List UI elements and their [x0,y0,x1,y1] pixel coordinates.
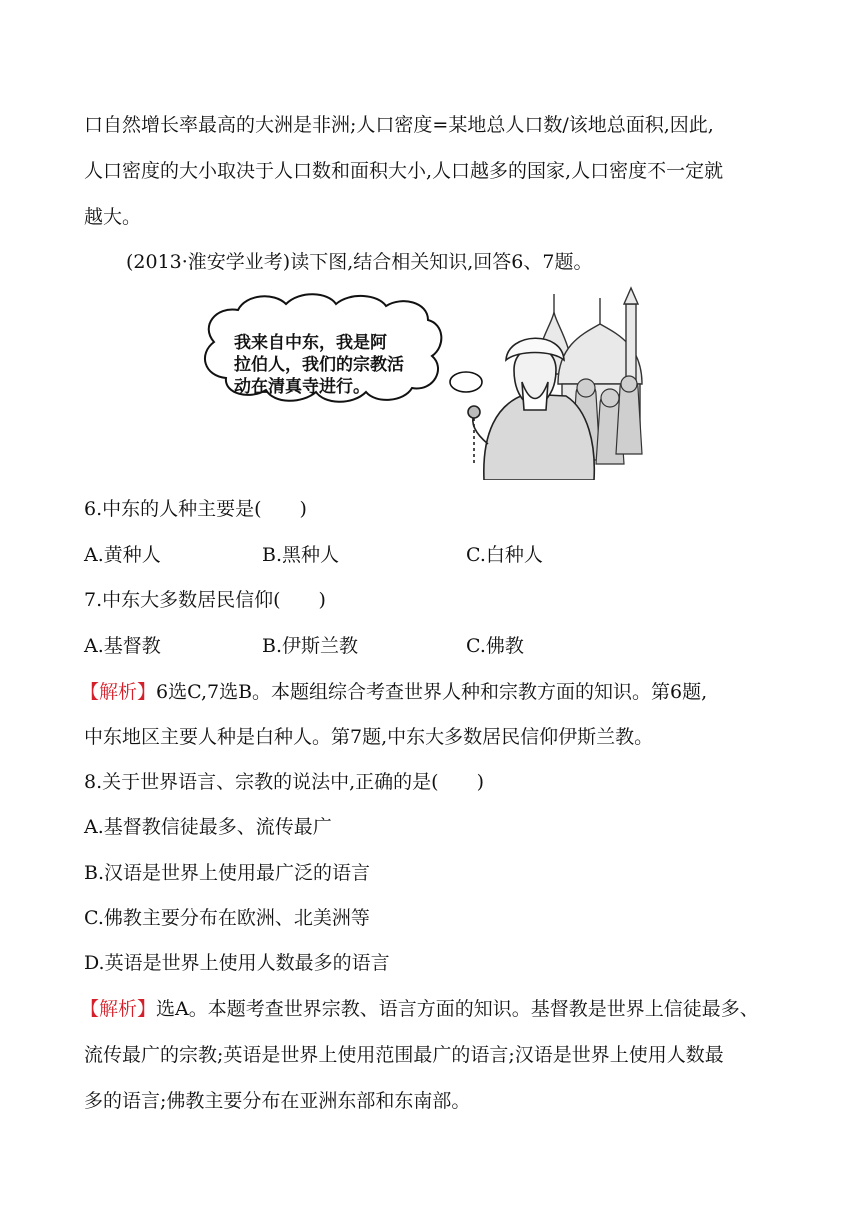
speech-line-1: 我来自中东，我是阿 [234,333,387,353]
analysis-1-line-1 [80,680,707,704]
analysis-2-line-3: 多的语言;佛教主要分布在亚洲东部和东南部。 [84,1090,471,1112]
q6-option-c: C.白种人 [466,544,543,566]
speech-line-3: 动在清真寺进行。 [234,377,370,397]
q6-option-b: B.黑种人 [262,544,340,566]
speech-bubble-text [234,332,404,398]
q6-option-a: A.黄种人 [84,544,161,566]
q7-option-a: A.基督教 [84,635,161,657]
q8-option-c: C.佛教主要分布在欧洲、北美洲等 [84,907,370,929]
q8-option-a: A.基督教信徒最多、流传最广 [84,816,332,838]
question-context: (2013·淮安学业考)读下图,结合相关知识,回答6、7题。 [126,251,593,273]
q7-option-c: C.佛教 [466,635,524,657]
intro-line-2: 人口密度的大小取决于人口数和面积大小,人口越多的国家,人口密度不一定就 [84,160,724,182]
analysis-2-line-1 [80,997,759,1021]
intro-line-1: 口自然增长率最高的大洲是非洲;人口密度=某地总人口数/该地总面积,因此, [84,114,714,136]
q7-option-b: B.伊斯兰教 [262,635,359,657]
analysis-2-text: 选A。本题考查世界宗教、语言方面的知识。基督教是世界上信徒最多、 [156,998,759,1020]
analysis-tag: 【解析】 [80,681,157,703]
analysis-1-line-2: 中东地区主要人种是白种人。第7题,中东大多数居民信仰伊斯兰教。 [84,726,654,748]
analysis-2-line-2: 流传最广的宗教;英语是世界上使用范围最广的语言;汉语是世界上使用人数最 [84,1044,724,1066]
analysis-tag: 【解析】 [80,998,157,1020]
q8-option-b: B.汉语是世界上使用最广泛的语言 [84,862,371,884]
q8-stem: 8.关于世界语言、宗教的说法中,正确的是( ) [84,771,484,793]
illustration-arab-man [196,284,648,480]
intro-line-3: 越大。 [84,206,142,228]
q8-option-d: D.英语是世界上使用人数最多的语言 [84,952,390,974]
speech-line-2: 拉伯人，我们的宗教活 [234,355,404,375]
analysis-1-text: 6选C,7选B。本题组综合考查世界人种和宗教方面的知识。第6题, [156,681,708,703]
q7-stem: 7.中东大多数居民信仰( ) [84,589,326,611]
q6-stem: 6.中东的人种主要是( ) [84,498,307,520]
thought-bubble [450,372,482,392]
